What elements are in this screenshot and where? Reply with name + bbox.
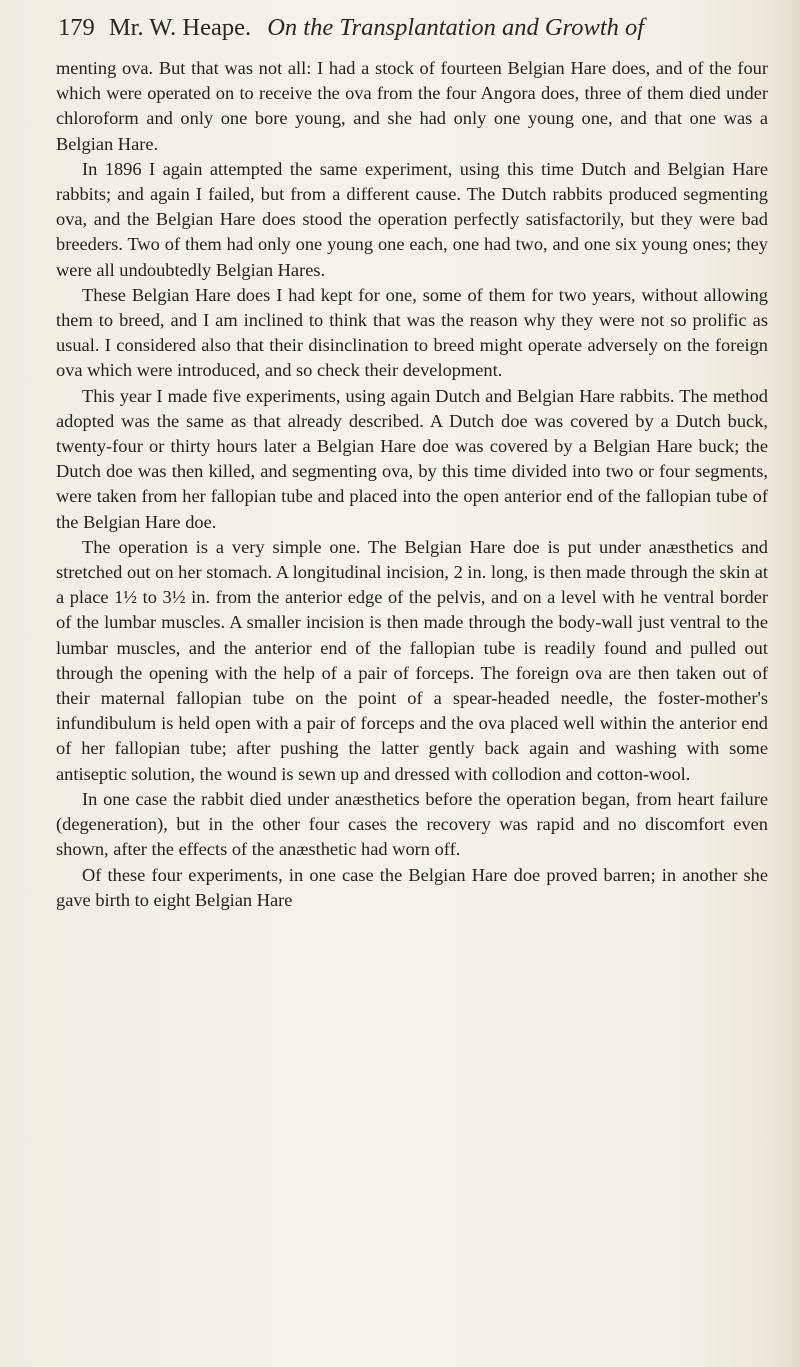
paragraph-operation-method: The operation is a very simple one. The Belgian Hare doe is put under anæsthetics and stretched out on her stomach. A longitudinal incision, 2 in. long, is then made through the skin at a place 1½ to 3½ in. from the anterior edge of the pelvis, and on a level with he ventral border of the lumbar muscles. A smaller incision is then made through the body-wall just ventral to the lumbar muscles, and the anterior end of the fallopian tube is readily found and pulled out through the opening with the help of a pair of forceps. The foreign ova are then taken out of their maternal fallopian tube on the point of a spear-headed needle, the foster-mother's infundibulum is held open with a pair of forceps and the ova placed well within the anterior end of her fallopian tube; after pushing the latter gently back again and washing with some antiseptic solution, the wound is sewn up and dressed with collodion and cotton-wool. [56, 536, 768, 784]
paragraph-recovery: In one case the rabbit died under anæsthetics before the operation began, from heart failure (degeneration), but in the other four cases the recovery was rapid and no discomfort even shown, after the effects of the anæsthetic had worn off. [56, 788, 768, 860]
author-name: Mr. W. Heape. [108, 14, 252, 41]
paragraph-five-experiments: This year I made five experiments, using again Dutch and Belgian Hare rabbits. The method adopted was the same as that already described. A Dutch doe was covered by a Dutch buck, twenty-four or thirty hours later a Belgian Hare doe was covered by a Belgian Hare buck; the Dutch doe was then killed, and segmenting ova, by this time divided into two or four segments, were taken from her fallopian tube and placed into the open anterior end of the fallopian tube of the Belgian Hare doe. [56, 385, 768, 532]
paragraph-1896-experiment: In 1896 I again attempted the same experiment, using this time Dutch and Belgian Hare rabbits; and again I failed, but from a different cause. The Dutch rabbits produced segmenting ova, and the Belgian Hare does stood the operation perfectly satisfactorily, but they were bad breeders. Two of them had only one young one each, one had two, and one six young ones; they were all undoubtedly Belgian Hares. [56, 158, 768, 280]
page-edge-shadow [770, 0, 800, 1367]
paragraph-results: Of these four experiments, in one case the Belgian Hare doe proved barren; in another she gave birth to eight Belgian Hare [56, 864, 768, 910]
article-body [56, 56, 768, 913]
paragraph-breeding-note: These Belgian Hare does I had kept for one, some of them for two years, without allowing them to breed, and I am inclined to think that was the reason why they were not so prolific as usual. I considered also that their disinclination to breed might operate adversely on the foreign ova which were introduced, and so check their development. [56, 284, 768, 381]
running-title: On the Transplantation and Growth of [267, 14, 645, 41]
paragraph-continuation: menting ova. But that was not all: I had a stock of fourteen Belgian Hare does, and of the four which were operated on to receive the ova from the four Angora does, three of them died under chloroform and only one bore young, and she had only one young one, and that one was a Belgian Hare. [56, 58, 768, 154]
page-number: 179 [58, 14, 95, 41]
running-header [58, 14, 778, 42]
